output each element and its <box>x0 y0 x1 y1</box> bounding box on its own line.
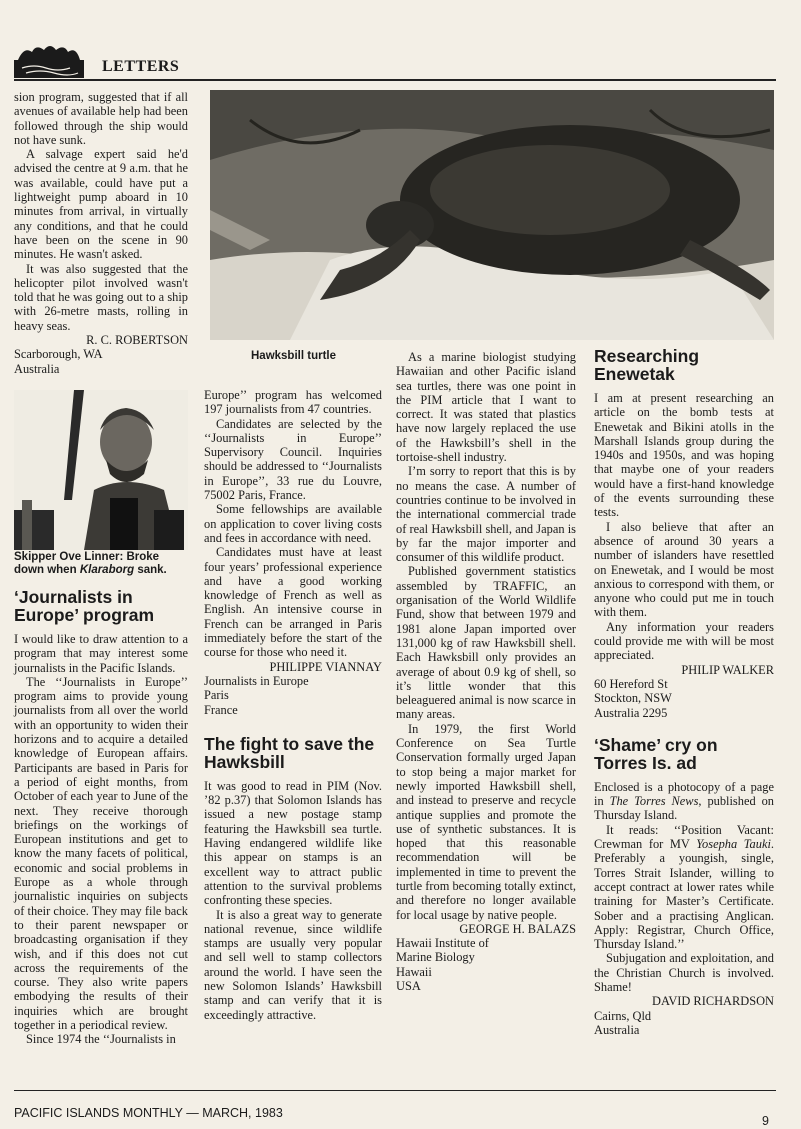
letter-address-line: Marine Biology <box>396 950 475 965</box>
letter-paragraph: It was also suggested that the helicopter pilot involved wasn't told that he was going out to a ship with 26-metre masts, rolling in heavy seas. <box>14 261 188 333</box>
letter-address-line: Stockton, NSW <box>594 691 672 706</box>
letter-paragraph: sion program, suggested that if all avenues of available help had been followed through the ship would not have sunk. <box>14 90 188 147</box>
letter-address-line: France <box>204 702 238 717</box>
vessel-name: Yosepha Tauki <box>696 837 771 852</box>
letter-paragraph: I would like to draw attention to a program that may interest some journalists in the Pacific Islands. <box>14 632 188 675</box>
letter-address-line: Hawaii Institute of <box>396 936 489 951</box>
letter-paragraph <box>594 823 774 952</box>
page-header <box>14 38 776 82</box>
letter-paragraph: In 1979, the first World Conference on Sea Turtle Conservation formally urged Japan to stop being a major market for newly imported Hawksbill shell, and instead to preserve and recycle antique supplies and promote the use of synthetic substances. It is hoped that this reasonable recommendation will be implemented in time to prevent the turtle from becoming totally extinct, and therefore no longer available for local usage by native people. <box>396 721 576 922</box>
letter-address-line: 60 Hereford St <box>594 676 668 691</box>
letter-heading: The fight to save the Hawksbill <box>204 733 375 772</box>
column-robertson-letter <box>14 90 188 376</box>
letter-address-line: Australia 2295 <box>594 705 668 720</box>
section-label: LETTERS <box>102 58 180 75</box>
column-3 <box>396 350 576 993</box>
text-run: Enclosed is a photocopy of a page in <box>594 779 774 809</box>
letter-paragraph: I am at present researching an article on the bomb tests at Enewetak and Bikini atolls in the Marshall Islands group during the 1940s and 1950s, and was hoping that maybe one of your readers would have a first-hand knowledge of the events surrounding these tests. <box>594 391 774 520</box>
letter-address-line: Journalists in Europe <box>204 673 309 688</box>
letter-paragraph: Candidates are selected by the ‘‘Journalists in Europe’’ Supervisory Council. Inquiries should be addressed to ‘‘Journalists in Europe’’, 33 rue du Louvre, 75002 Paris, France. <box>204 416 382 503</box>
letter-address-line: USA <box>396 979 421 994</box>
letter-paragraph: I also believe that after an absence of around 30 years a number of islanders have resettled on Enewetak, and I would be most anxious to correspond with them, or anyone who could put me in touch with them. <box>594 519 774 620</box>
letter-paragraph: A salvage expert said he'd advised the centre at 9 a.m. that he was available, could have put a lightweight pump aboard in 10 minutes from arrival, in virtually any conditions, and that he could have been on the scene in 90 minutes. He wasn't asked. <box>14 147 188 262</box>
letter-heading: Researching Enewetak <box>594 346 700 384</box>
letter-paragraph: Europe’’ program has welcomed 197 journalists from 47 countries. <box>204 388 382 417</box>
journalists-letter <box>14 582 188 1047</box>
letter-paragraph: It is also a great way to generate national revenue, since wildlife stamps are usually very popular and sell well to stamp collectors around the world. I have seen the new Solomon Islands’ Hawksbill stamp and can verify that it is exceedingly attractive. <box>204 907 382 1022</box>
letter-paragraph: Some fellowships are available on application to cover living costs and fees in accordance with need. <box>204 502 382 545</box>
letter-signature: GEORGE H. BALAZS <box>459 921 576 936</box>
footer-rule <box>14 1090 776 1091</box>
page-number: 9 <box>762 1114 769 1128</box>
header-rule <box>14 79 776 81</box>
letter-address-line: Paris <box>204 688 229 703</box>
text-run: , published on Thursday Island. <box>594 794 774 823</box>
skipper-photo-caption <box>14 551 190 576</box>
text-run: . Preferably a youngish, single, Torres Strait Islander, willing to accept contract at lower rates while training for Master’s Certificate. Sober and a practising Anglican. Apply: Registrar, Church Office, Thursday Island.’’ <box>594 837 774 952</box>
letter-signature: PHILIP WALKER <box>681 662 774 677</box>
letter-paragraph: The ‘‘Journalists in Europe’’ program aims to provide young journalists from all over the world with an opportunity to widen their horizons and to acquire a detailed knowledge of European affairs. Participants are based in Paris for a period of eight months, from October of each year to June of the next. They receive thorough briefings on the workings of European institutions and get to know the many facets of political, economic and social problems in Europe as a whole through journalistic inquiries on subjects of their choice. They may file back to their parent newspaper or broadcasting organisation if they wish, and if this does not cut across the requirements of the course. They also write papers embodying the results of their inquiries which are brought together in a periodical review. <box>14 674 188 1033</box>
turtle-photo-caption: Hawksbill turtle <box>251 350 336 362</box>
letter-paragraph: Published government statistics assembled by TRAFFIC, an organisation of the World Wildlife Fund, show that between 1979 and 1981 alone Japan imported over 131,000 kg of raw Hawksbill shell. Each Hawksbill only provides an average of about 0.9 kg of shell, so it’s little wonder that this beleaguered animal is now scarce in many areas. <box>396 564 576 722</box>
letter-address-line: Australia <box>594 1022 640 1037</box>
letter-paragraph: It was good to read in PIM (Nov. ’82 p.37) that Solomon Islands has issued a new postage stamp featuring the Hawksbill sea turtle. Having endangered wildlife like this appear on stamps is an excellent way to attract public attention to the survival problems confronting these species. <box>204 778 382 908</box>
letter-paragraph: Subjugation and exploitation, and the Christian Church is involved. Shame! <box>594 951 774 994</box>
column-2 <box>204 388 382 1022</box>
caption-text: Skipper Ove Linner: Broke down when <box>14 551 160 576</box>
letter-address-line: Australia <box>14 361 60 376</box>
letter-paragraph: I’m sorry to report that this is by no means the case. A number of countries continue to be involved in the international commercial trade of real Hawksbill shell, and Japan is by far the major importer and consumer of this wildlife product. <box>396 464 576 565</box>
skipper-photo <box>14 390 188 550</box>
letter-signature: PHILIPPE VIANNAY <box>269 659 382 674</box>
caption-ship-name: Klaraborg <box>79 563 135 576</box>
letter-paragraph: Candidates must have at least four years’ professional experience and have a good working knowledge of French as well as English. An intensive course in French can be arranged in Paris immediately before the start of the course for those who need it. <box>204 545 382 660</box>
letter-signature: R. C. ROBERTSON <box>86 333 188 348</box>
letter-address-line: Scarborough, WA <box>14 347 103 362</box>
palm-islands-logo-icon <box>14 42 84 78</box>
letter-signature: DAVID RICHARDSON <box>652 994 774 1009</box>
letter-heading: ‘Shame’ cry on Torres Is. ad <box>594 734 718 773</box>
letter-address-line: Cairns, Qld <box>594 1008 652 1023</box>
text-run: It reads: ‘‘Position Vacant: Crewman for MV <box>594 822 774 852</box>
hawksbill-turtle-photo <box>210 90 774 340</box>
column-4 <box>594 347 774 1037</box>
letter-heading: ‘Journalists in Europe’ program <box>14 587 155 625</box>
caption-text: sank. <box>134 563 167 576</box>
letter-paragraph <box>594 780 774 823</box>
letter-paragraph: Any information your readers could provide me with will be most appreciated. <box>594 619 774 663</box>
publication-footer: PACIFIC ISLANDS MONTHLY — MARCH, 1983 <box>14 1106 283 1120</box>
letter-paragraph: Since 1974 the ‘‘Journalists in <box>26 1032 176 1047</box>
letter-address-line: Hawaii <box>396 964 432 979</box>
letter-paragraph: As a marine biologist studying Hawaiian and other Pacific island sea turtles, there was one point in the PIM article that I want to correct. It was stated that plastics have now largely replaced the use of the Hawksbill’s shell in the tortoise-shell industry. <box>396 350 576 465</box>
newspaper-title: The Torres News <box>609 794 699 809</box>
